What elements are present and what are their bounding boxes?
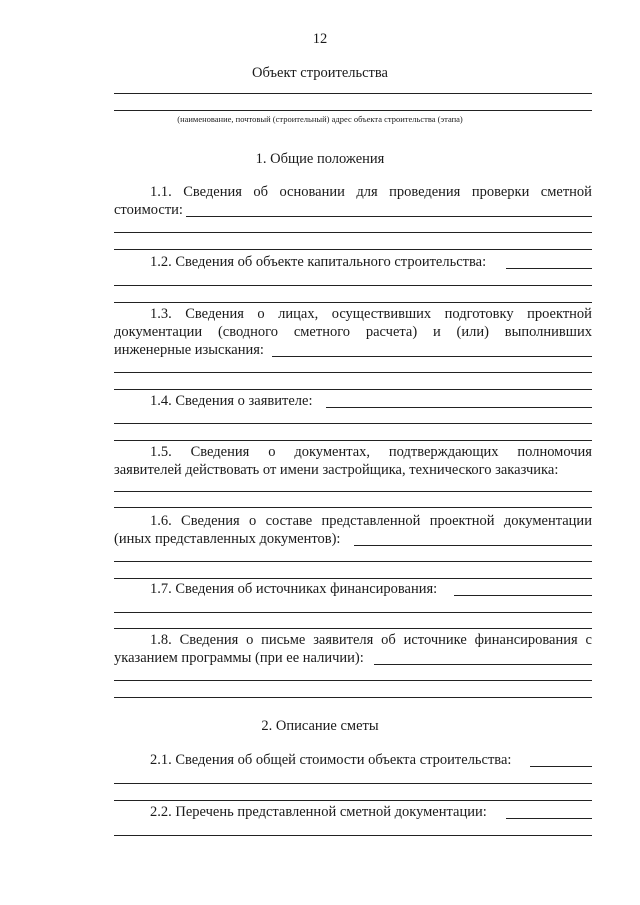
item-2-2-field-2[interactable] — [114, 835, 592, 836]
section-2-heading: 2. Описание сметы — [261, 718, 379, 734]
item-1-1-field-3[interactable] — [114, 249, 592, 250]
item-1-1-field-2[interactable] — [114, 232, 592, 233]
item-1-6-field-3[interactable] — [114, 578, 592, 579]
item-1-3-line-3: инженерные изыскания: — [114, 342, 264, 358]
item-1-4: 1.4. Сведения о заявителе: — [150, 393, 313, 409]
item-2-1-field-3[interactable] — [114, 800, 592, 801]
item-1-5-field[interactable] — [114, 491, 592, 492]
item-1-8-field[interactable] — [374, 664, 592, 665]
item-2-2-field[interactable] — [506, 818, 592, 819]
item-1-5-line-2: заявителей действовать от имени застройщика, технического заказчика: — [114, 462, 559, 478]
item-1-3-line-2: документации (сводного сметного расчета) и (или) выполнивших — [114, 324, 592, 340]
item-2-1: 2.1. Сведения об общей стоимости объекта строительства: — [150, 752, 512, 768]
item-1-1-line-1: 1.1. Сведения об основании для проведения проверки сметной — [150, 184, 592, 200]
item-1-2-field-2[interactable] — [114, 285, 592, 286]
item-1-3-field-3[interactable] — [114, 389, 592, 390]
item-1-8-line-1: 1.8. Сведения о письме заявителя об источнике финансирования с — [150, 632, 592, 648]
item-1-5-field-2[interactable] — [114, 507, 592, 508]
item-1-3-field[interactable] — [272, 356, 592, 357]
item-1-8-field-3[interactable] — [114, 697, 592, 698]
section-1-heading: 1. Общие положения — [255, 151, 385, 167]
item-1-2-field[interactable] — [506, 268, 592, 269]
item-1-8-field-2[interactable] — [114, 680, 592, 681]
item-1-5-line-1: 1.5. Сведения о документах, подтверждающих полномочия — [150, 444, 592, 460]
item-1-1-line-2: стоимости: — [114, 202, 183, 218]
item-2-1-field-2[interactable] — [114, 783, 592, 784]
item-1-7: 1.7. Сведения об источниках финансирования: — [150, 581, 438, 597]
item-1-4-field-2[interactable] — [114, 423, 592, 424]
item-2-1-field[interactable] — [530, 766, 592, 767]
item-1-6-line-1: 1.6. Сведения о составе представленной проектной документации — [150, 513, 592, 529]
item-1-8-line-2: указанием программы (при ее наличии): — [114, 650, 364, 666]
item-1-6-line-2: (иных представленных документов): — [114, 531, 341, 547]
object-name-line[interactable] — [114, 93, 592, 94]
item-1-1-field[interactable] — [186, 216, 592, 217]
item-1-7-field[interactable] — [454, 595, 592, 596]
item-1-4-field-3[interactable] — [114, 440, 592, 441]
page-number: 12 — [312, 31, 328, 47]
item-1-7-field-3[interactable] — [114, 628, 592, 629]
item-1-4-field[interactable] — [326, 407, 592, 408]
item-2-2: 2.2. Перечень представленной сметной документации: — [150, 804, 487, 820]
item-1-6-field[interactable] — [354, 545, 592, 546]
document-title: Объект строительства — [252, 65, 388, 81]
item-1-2: 1.2. Сведения об объекте капитального строительства: — [150, 254, 487, 270]
item-1-3-field-2[interactable] — [114, 372, 592, 373]
item-1-6-field-2[interactable] — [114, 561, 592, 562]
item-1-7-field-2[interactable] — [114, 612, 592, 613]
object-caption: (наименование, почтовый (строительный) адрес объекта строительства (этапа) — [177, 114, 463, 124]
item-1-3-line-1: 1.3. Сведения о лицах, осуществивших подготовку проектной — [150, 306, 592, 322]
item-1-2-field-3[interactable] — [114, 302, 592, 303]
